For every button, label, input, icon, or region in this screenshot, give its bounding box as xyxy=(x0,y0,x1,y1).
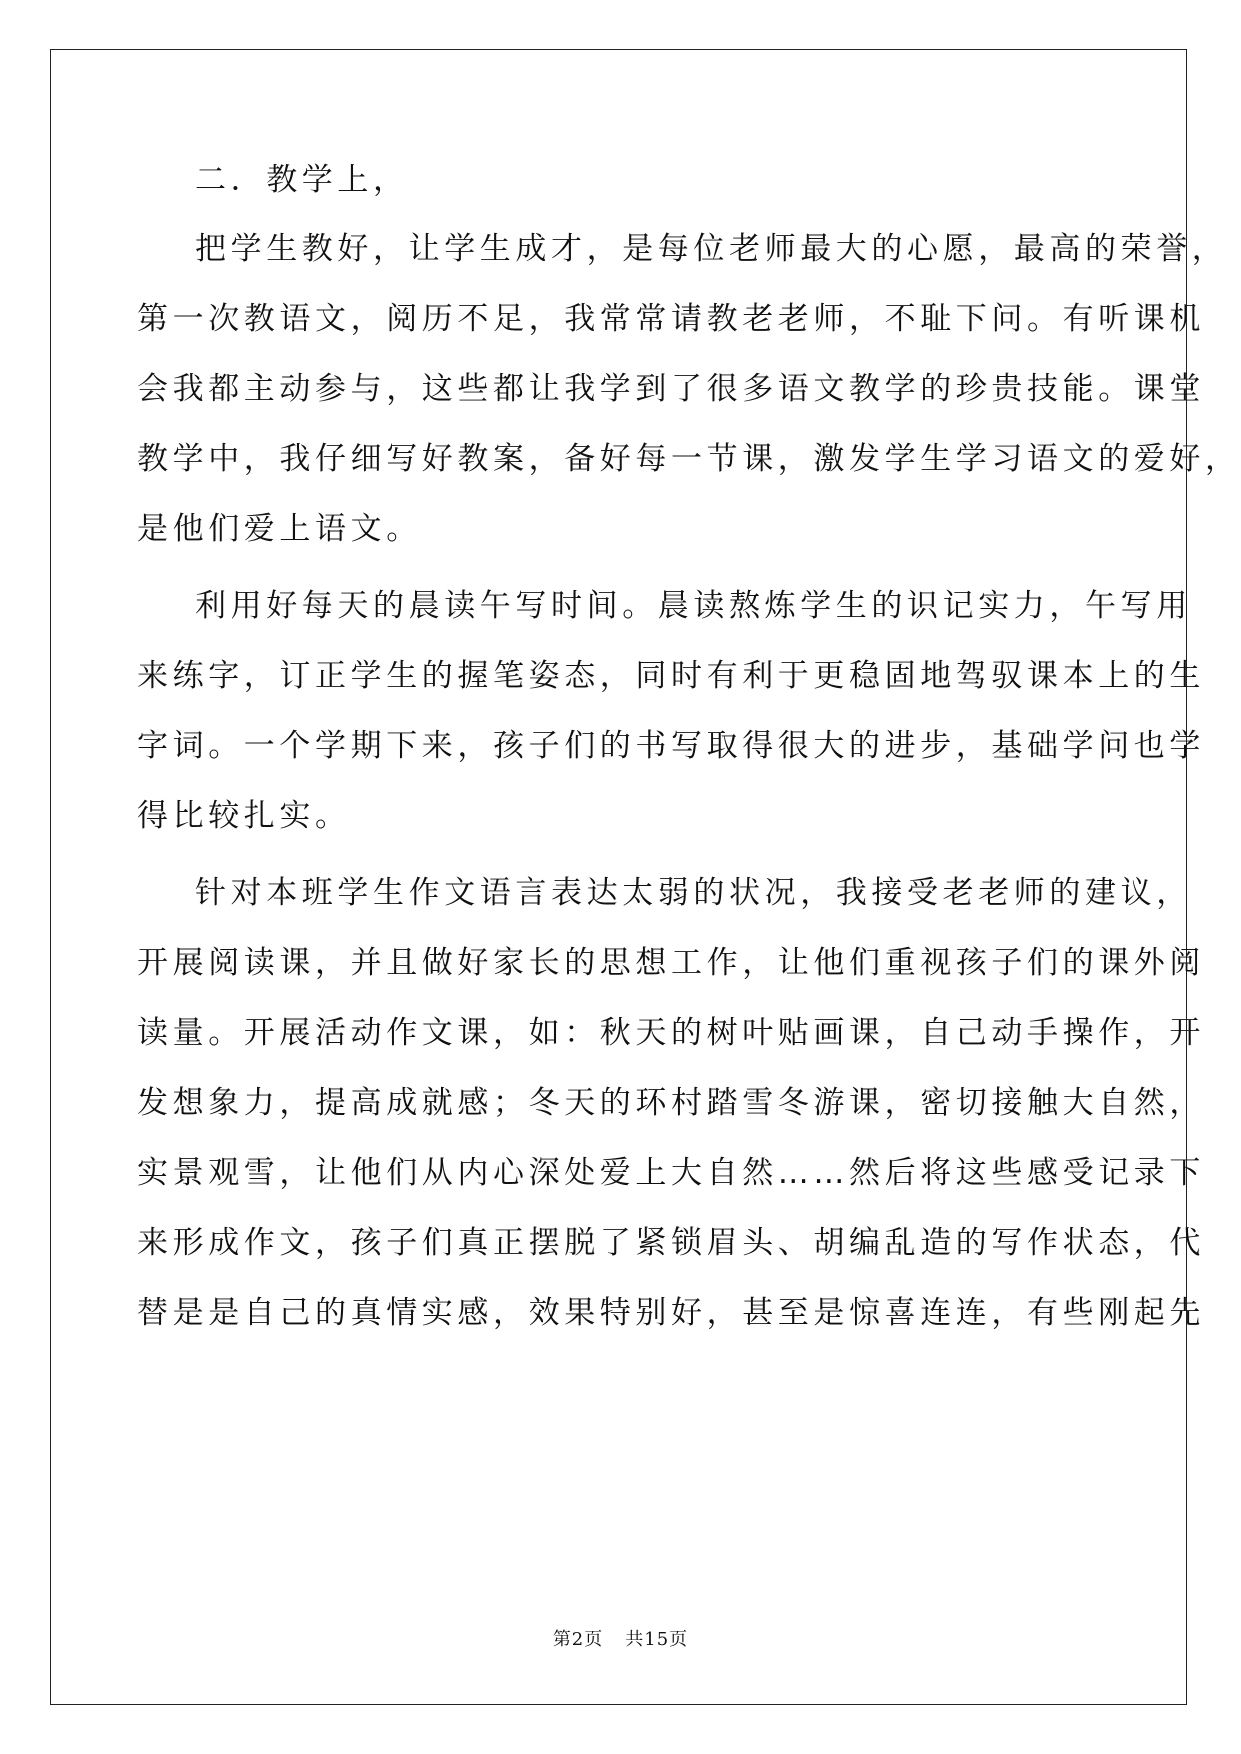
paragraph-line: 利用好每天的晨读午写时间。晨读熬炼学生的识记实力，午写用 xyxy=(195,588,1192,624)
paragraph-line: 第一次教语文，阅历不足，我常常请教老老师，不耻下问。有听课机 xyxy=(137,301,1205,337)
paragraph-line: 实景观雪，让他们从内心深处爱上大自然……然后将这些感受记录下 xyxy=(137,1155,1205,1191)
paragraph-line: 会我都主动参与，这些都让我学到了很多语文教学的珍贵技能。课堂 xyxy=(137,371,1205,407)
paragraph-line: 来形成作文，孩子们真正摆脱了紧锁眉头、胡编乱造的写作状态，代 xyxy=(137,1225,1205,1261)
section-heading: 二．教学上， xyxy=(195,162,409,198)
paragraph-line: 是他们爱上语文。 xyxy=(137,511,422,547)
paragraph-line: 读量。开展活动作文课，如：秋天的树叶贴画课，自己动手操作，开 xyxy=(137,1015,1205,1051)
paragraph-line: 把学生教好，让学生成才，是每位老师最大的心愿，最高的荣誉， xyxy=(195,231,1228,267)
paragraph-line: 得比较扎实。 xyxy=(137,798,351,834)
page-number: 第2页 xyxy=(552,1629,604,1650)
paragraph-line: 开展阅读课，并且做好家长的思想工作，让他们重视孩子们的课外阅 xyxy=(137,945,1205,981)
paragraph-line: 替是是自己的真情实感，效果特别好，甚至是惊喜连连，有些刚起先 xyxy=(137,1295,1205,1331)
paragraph-line: 发想象力，提高成就感；冬天的环村踏雪冬游课，密切接触大自然， xyxy=(137,1085,1205,1121)
page-footer xyxy=(0,1625,1241,1651)
page-total: 共15页 xyxy=(625,1629,689,1650)
paragraph-line: 教学中，我仔细写好教案，备好每一节课，激发学生学习语文的爱好， xyxy=(137,441,1241,477)
paragraph-line: 字词。一个学期下来，孩子们的书写取得很大的进步，基础学问也学 xyxy=(137,728,1205,764)
paragraph-line: 来练字，订正学生的握笔姿态，同时有利于更稳固地驾驭课本上的生 xyxy=(137,658,1205,694)
paragraph-line: 针对本班学生作文语言表达太弱的状况，我接受老老师的建议， xyxy=(195,875,1192,911)
